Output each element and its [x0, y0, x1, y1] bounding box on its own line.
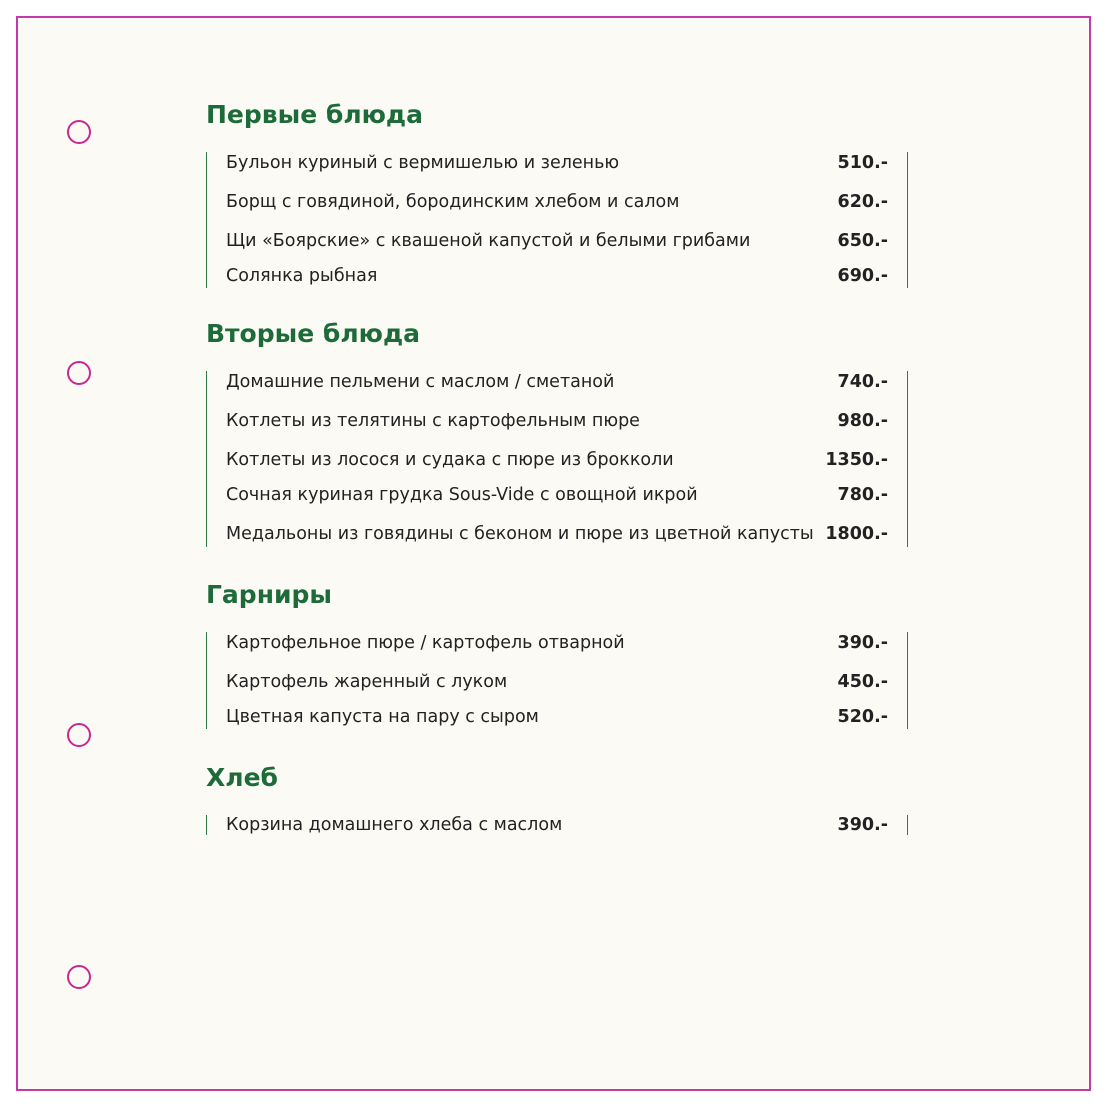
item-name: Солянка рыбная: [226, 266, 378, 286]
binder-hole: [67, 361, 91, 385]
menu-page: [16, 16, 1091, 1091]
item-name: Щи «Боярские» с квашеной капустой и белыми грибами: [226, 231, 751, 251]
item-price: 740.-: [837, 372, 888, 392]
item-name: Котлеты из телятины с картофельным пюре: [226, 411, 640, 431]
item-price: 690.-: [837, 266, 888, 286]
item-price: 520.-: [837, 707, 888, 727]
item-name: Котлеты из лосося и судака с пюре из брокколи: [226, 450, 674, 470]
binder-hole: [67, 723, 91, 747]
item-price: 390.-: [837, 633, 888, 653]
item-price: 1800.-: [825, 524, 888, 544]
item-name: Картофель жаренный с луком: [226, 672, 508, 692]
item-price: 650.-: [837, 231, 888, 251]
item-name: Борщ с говядиной, бородинским хлебом и салом: [226, 192, 680, 212]
item-price: 510.-: [837, 153, 888, 173]
section-items: [206, 632, 908, 729]
section-title: Хлеб: [206, 763, 278, 792]
item-name: Домашние пельмени с маслом / сметаной: [226, 372, 615, 392]
section-title: Гарниры: [206, 580, 332, 609]
item-name: Корзина домашнего хлеба с маслом: [226, 815, 563, 835]
item-price: 1350.-: [825, 450, 888, 470]
item-price: 780.-: [837, 485, 888, 505]
item-price: 980.-: [837, 411, 888, 431]
item-name: Картофельное пюре / картофель отварной: [226, 633, 625, 653]
item-price: 620.-: [837, 192, 888, 212]
item-name: Медальоны из говядины с беконом и пюре из цветной капусты: [226, 524, 814, 544]
binder-hole: [67, 965, 91, 989]
section-title: Вторые блюда: [206, 319, 421, 348]
section-title: Первые блюда: [206, 100, 423, 129]
section-items: [206, 815, 908, 835]
item-name: Сочная куриная грудка Sous-Vide с овощной икрой: [226, 485, 698, 505]
item-price: 390.-: [837, 815, 888, 835]
section-items: [206, 152, 908, 288]
section-items: [206, 371, 908, 547]
item-price: 450.-: [837, 672, 888, 692]
item-name: Цветная капуста на пару с сыром: [226, 707, 539, 727]
item-name: Бульон куриный с вермишелью и зеленью: [226, 153, 620, 173]
binder-hole: [67, 120, 91, 144]
